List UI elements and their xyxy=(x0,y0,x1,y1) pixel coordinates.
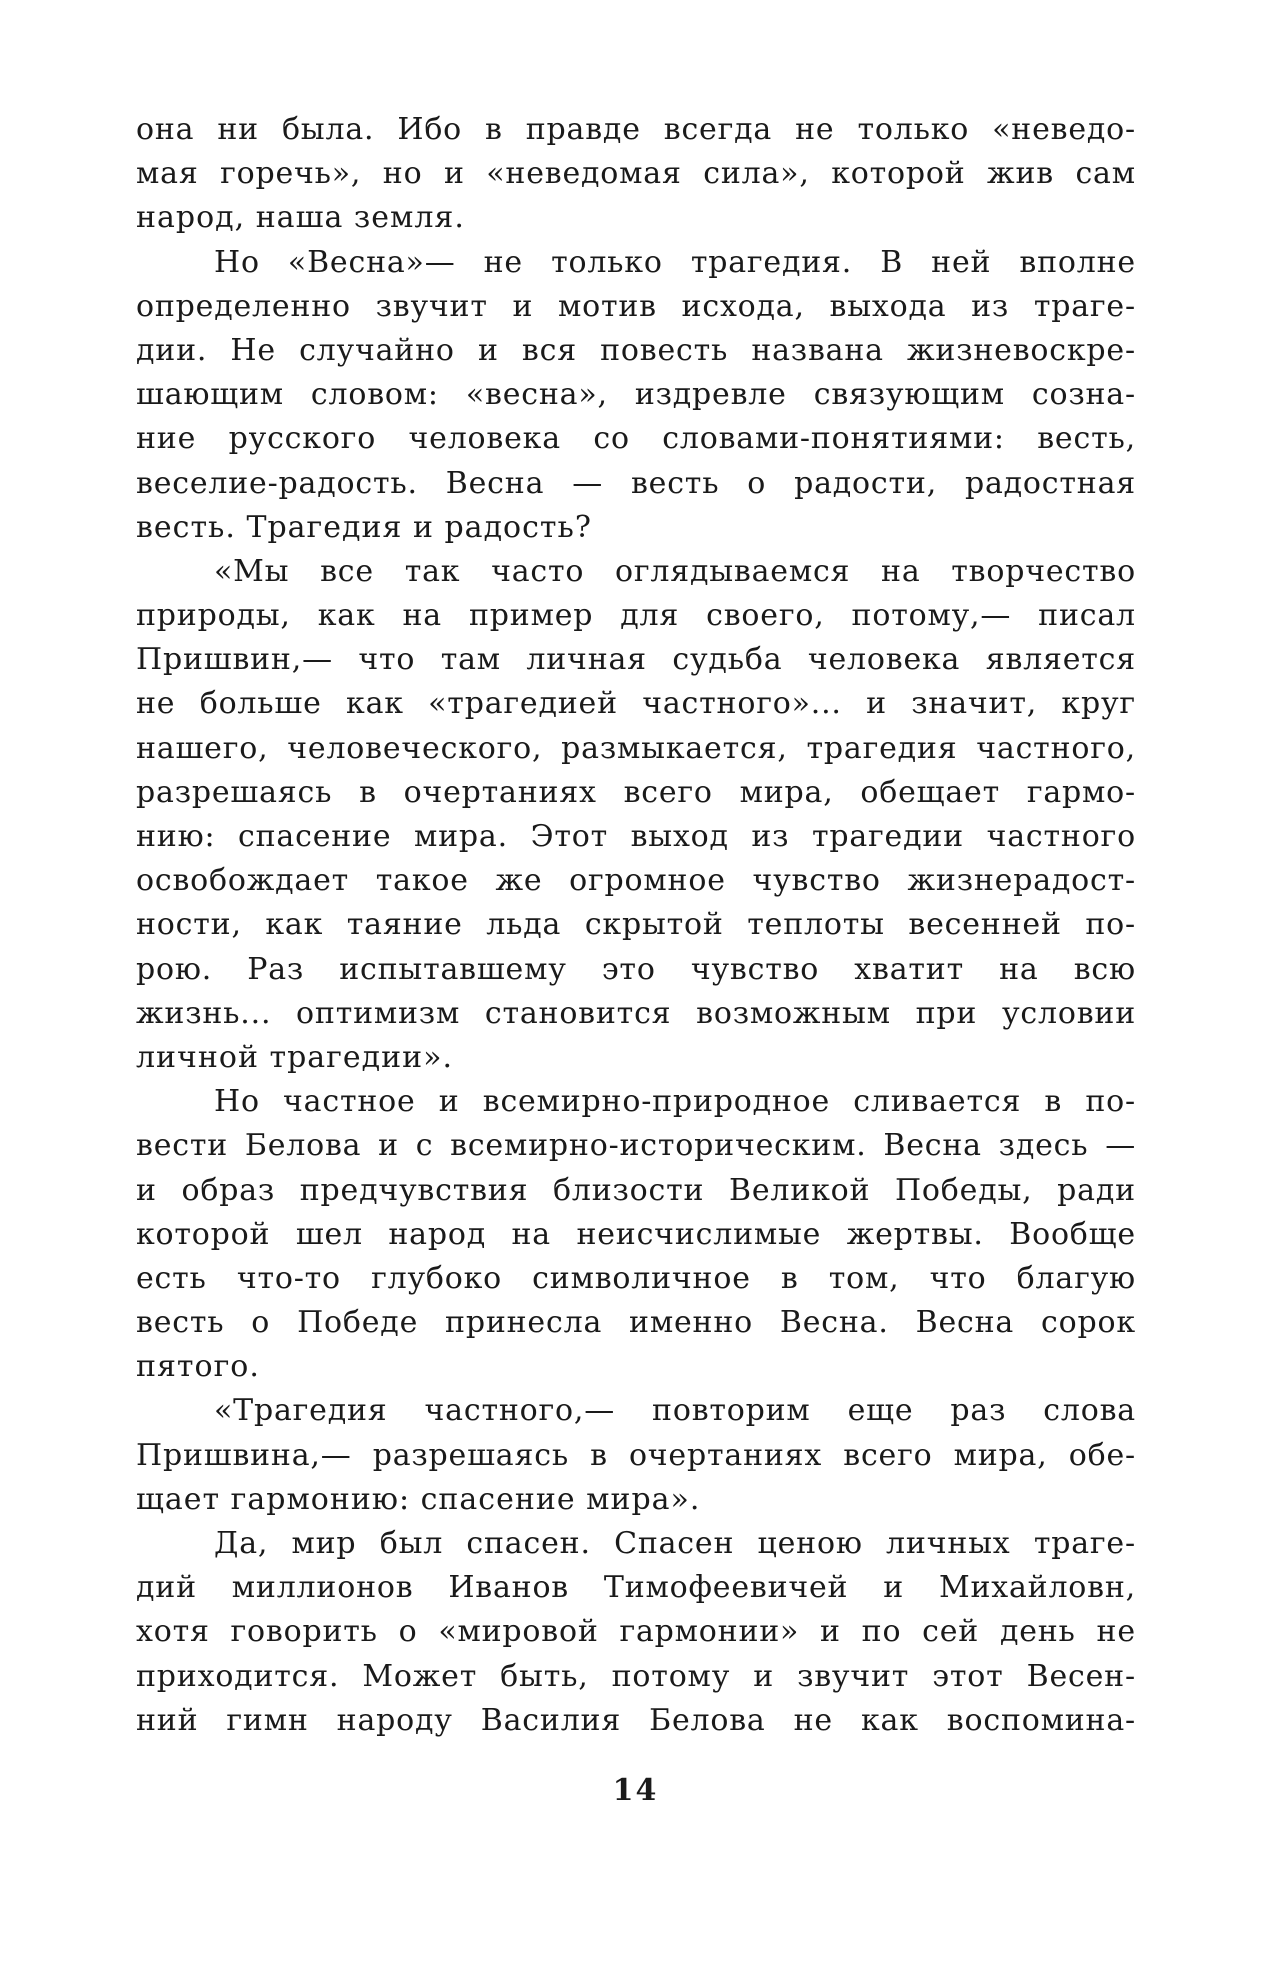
text-line: ний гимн народу Василия Белова не как воспомина- xyxy=(136,1702,1136,1738)
text-line: дии. Не случайно и вся повесть названа жизневоскре- xyxy=(136,332,1136,368)
text-line: Пришвина,— разрешаясь в очертаниях всего мира, обе- xyxy=(136,1437,1136,1473)
page-number: 14 xyxy=(612,1773,659,1808)
body-text xyxy=(136,108,1136,1743)
text-line: «Трагедия частного,— повторим еще раз слова xyxy=(214,1393,1136,1429)
text-line: и образ предчувствия близости Великой Победы, ради xyxy=(136,1172,1136,1208)
text-line: личной трагедии». xyxy=(136,1039,453,1075)
text-line: она ни была. Ибо в правде всегда не только «неведо- xyxy=(136,112,1136,147)
text-line: хотя говорить о «мировой гармонии» и по сей день не xyxy=(136,1614,1136,1650)
text-line: веселие-радость. Весна — весть о радости, радостная xyxy=(136,465,1136,501)
text-line: весть. Трагедия и радость? xyxy=(136,509,592,545)
text-line: народ, наша земля. xyxy=(136,200,465,236)
text-line: «Мы все так часто оглядываемся на творчество xyxy=(214,553,1136,589)
text-line: пятого. xyxy=(136,1349,260,1385)
text-line: природы, как на пример для своего, потому,— писал xyxy=(136,598,1136,634)
text-line: Но частное и всемирно-природное сливается в по- xyxy=(214,1084,1136,1120)
text-line: щает гармонию: спасение мира». xyxy=(136,1481,701,1517)
text-line: Пришвин,— что там личная судьба человека является xyxy=(136,642,1136,678)
text-line: Да, мир был спасен. Спасен ценою личных траге- xyxy=(214,1526,1136,1561)
text-line: приходится. Может быть, потому и звучит этот Весен- xyxy=(136,1658,1136,1694)
text-line: нашего, человеческого, размыкается, трагедия частного, xyxy=(136,730,1136,766)
text-line: Но «Весна»— не только трагедия. В ней вполне xyxy=(214,244,1136,280)
text-line: нию: спасение мира. Этот выход из трагедии частного xyxy=(136,819,1136,854)
text-line: мая горечь», но и «неведомая сила», которой жив сам xyxy=(136,156,1136,192)
text-line: разрешаясь в очертаниях всего мира, обещает гармо- xyxy=(136,774,1136,810)
text-line: ности, как таяние льда скрытой теплоты весенней по- xyxy=(136,907,1136,943)
text-line: дий миллионов Иванов Тимофеевичей и Михайловн, xyxy=(136,1570,1136,1606)
text-line: жизнь... оптимизм становится возможным при условии xyxy=(136,995,1136,1031)
text-line: рою. Раз испытавшему это чувство хватит на всю xyxy=(136,951,1136,987)
text-line: освобождает такое же огромное чувство жизнерадост- xyxy=(136,863,1136,899)
text-line: вести Белова и с всемирно-историческим. Весна здесь — xyxy=(136,1128,1136,1164)
text-line: не больше как «трагедией частного»... и значит, круг xyxy=(136,686,1136,722)
text-line: весть о Победе принесла именно Весна. Весна сорок xyxy=(136,1305,1136,1341)
text-line: которой шел народ на неисчислимые жертвы. Вообще xyxy=(136,1216,1136,1252)
text-line: определенно звучит и мотив исхода, выхода из траге- xyxy=(136,288,1136,324)
text-line: ние русского человека со словами-понятиями: весть, xyxy=(136,421,1136,457)
text-line: шающим словом: «весна», издревле связующим созна- xyxy=(136,377,1136,413)
text-line: есть что-то глубоко символичное в том, что благую xyxy=(136,1260,1136,1296)
